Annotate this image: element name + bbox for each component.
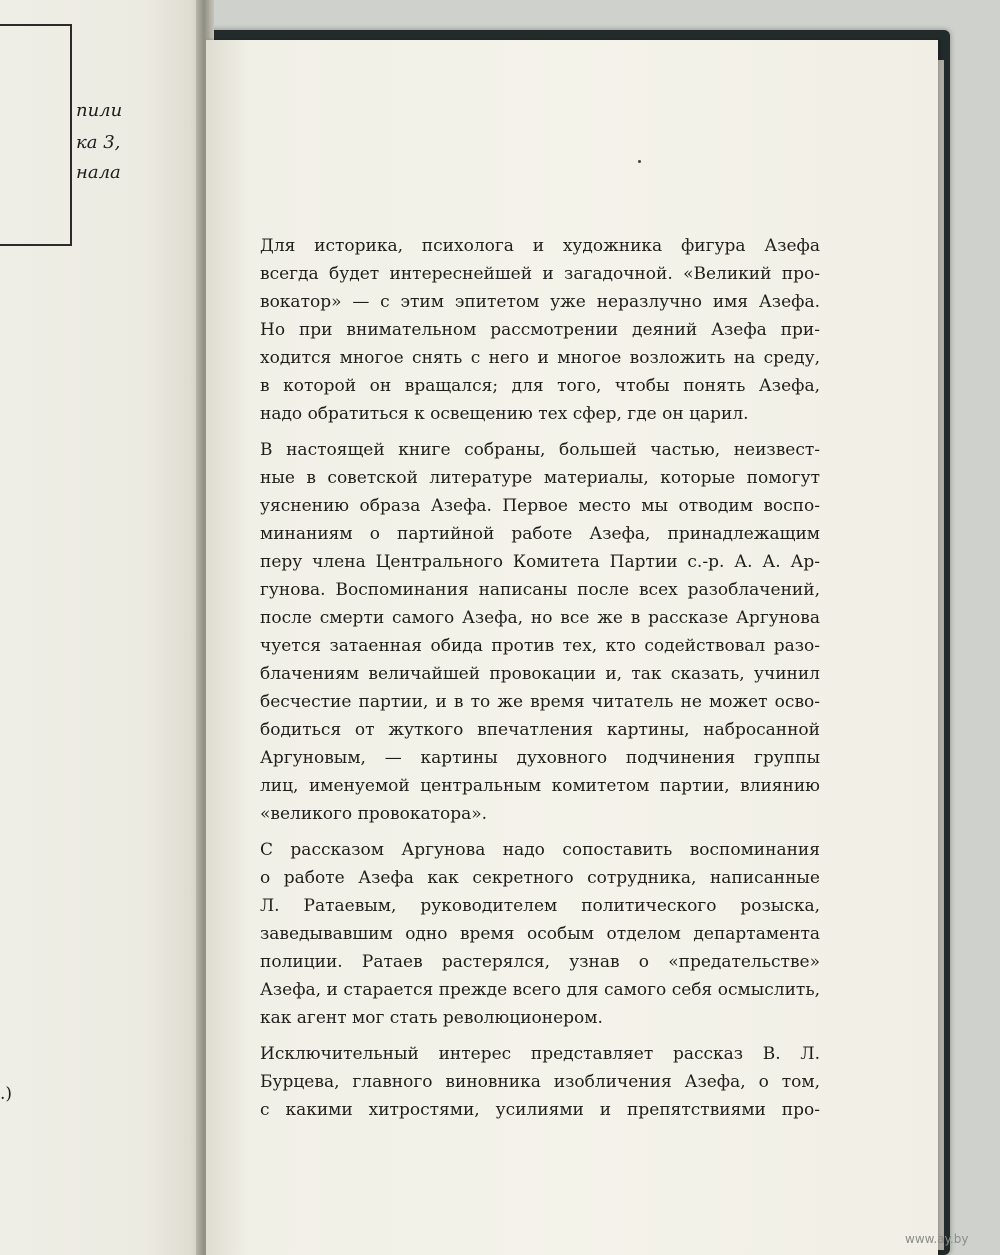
- text-line: ные в советской литературе материалы, которые помогут: [260, 468, 820, 488]
- text-line: Аргуновым, — картины духовного подчинения группы: [260, 748, 820, 768]
- paragraph: [260, 1040, 820, 1124]
- text-line: Бурцева, главного виновника изобличения Азефа, о том,: [260, 1072, 820, 1092]
- text-line: С рассказом Аргунова надо сопоставить воспоминания: [260, 840, 820, 860]
- text-line: блачениям величайшей провокации и, так сказать, учинил: [260, 664, 820, 684]
- paragraph-gap: [260, 828, 820, 836]
- text-line: всегда будет интереснейшей и загадочной. «Великий про-: [260, 264, 820, 284]
- text-line: заведывавшим одно время особым отделом департамента: [260, 924, 820, 944]
- text-line: Азефа, и старается прежде всего для самого себя осмыслить,: [260, 980, 820, 1000]
- text-line: Л. Ратаевым, руководителем политического розыска,: [260, 896, 820, 916]
- text-line: минаниям о партийной работе Азефа, принадлежащим: [260, 524, 820, 544]
- left-page-bottom-fragment: .): [0, 1084, 13, 1104]
- text-line: вокатор» — с этим эпитетом уже неразлучно имя Азефа.: [260, 292, 820, 312]
- text-line: Но при внимательном рассмотрении деяний Азефа при-: [260, 320, 820, 340]
- left-page-frame: [0, 24, 72, 246]
- body-text: [260, 232, 820, 1124]
- left-page: [0, 0, 206, 1255]
- text-line: «великого провокатора».: [260, 804, 488, 824]
- watermark: www.ay.by: [905, 1232, 969, 1246]
- text-line: перу члена Центрального Комитета Партии с.-р. А. А. Ар-: [260, 552, 820, 572]
- text-line: после смерти самого Азефа, но все же в рассказе Аргунова: [260, 608, 820, 628]
- left-page-fragment: нала: [76, 162, 121, 183]
- text-line: лиц, именуемой центральным комитетом партии, влиянию: [260, 776, 820, 796]
- text-line: с какими хитростями, усилиями и препятствиями про-: [260, 1100, 820, 1120]
- paragraph: [260, 232, 820, 428]
- text-line: чуется затаенная обида против тех, кто содействовал разо-: [260, 636, 820, 656]
- print-speck: [638, 160, 641, 163]
- text-line: Исключительный интерес представляет рассказ В. Л.: [260, 1044, 820, 1064]
- text-line: бесчестие партии, и в то же время читатель не может осво-: [260, 692, 820, 712]
- left-page-fragment: пили: [76, 100, 123, 121]
- text-line: надо обратиться к освещению тех сфер, где он царил.: [260, 404, 749, 424]
- text-line: гунова. Воспоминания написаны после всех разоблачений,: [260, 580, 820, 600]
- paragraph: [260, 436, 820, 828]
- paragraph-gap: [260, 1032, 820, 1040]
- text-line: полиции. Ратаев растерялся, узнав о «предательстве»: [260, 952, 820, 972]
- text-line: уяснению образа Азефа. Первое место мы отводим воспо-: [260, 496, 820, 516]
- text-line: ходится многое снять с него и многое возложить на среду,: [260, 348, 820, 368]
- paragraph-gap: [260, 428, 820, 436]
- text-line: В настоящей книге собраны, большей частью, неизвест-: [260, 440, 820, 460]
- text-line: Для историка, психолога и художника фигура Азефа: [260, 236, 820, 256]
- text-line: в которой он вращался; для того, чтобы понять Азефа,: [260, 376, 820, 396]
- text-line: о работе Азефа как секретного сотрудника, написанные: [260, 868, 820, 888]
- left-page-fragment: ка 3,: [76, 132, 121, 153]
- paragraph: [260, 836, 820, 1032]
- text-line: бодиться от жуткого впечатления картины, набросанной: [260, 720, 820, 740]
- text-line: как агент мог стать революционером.: [260, 1008, 603, 1028]
